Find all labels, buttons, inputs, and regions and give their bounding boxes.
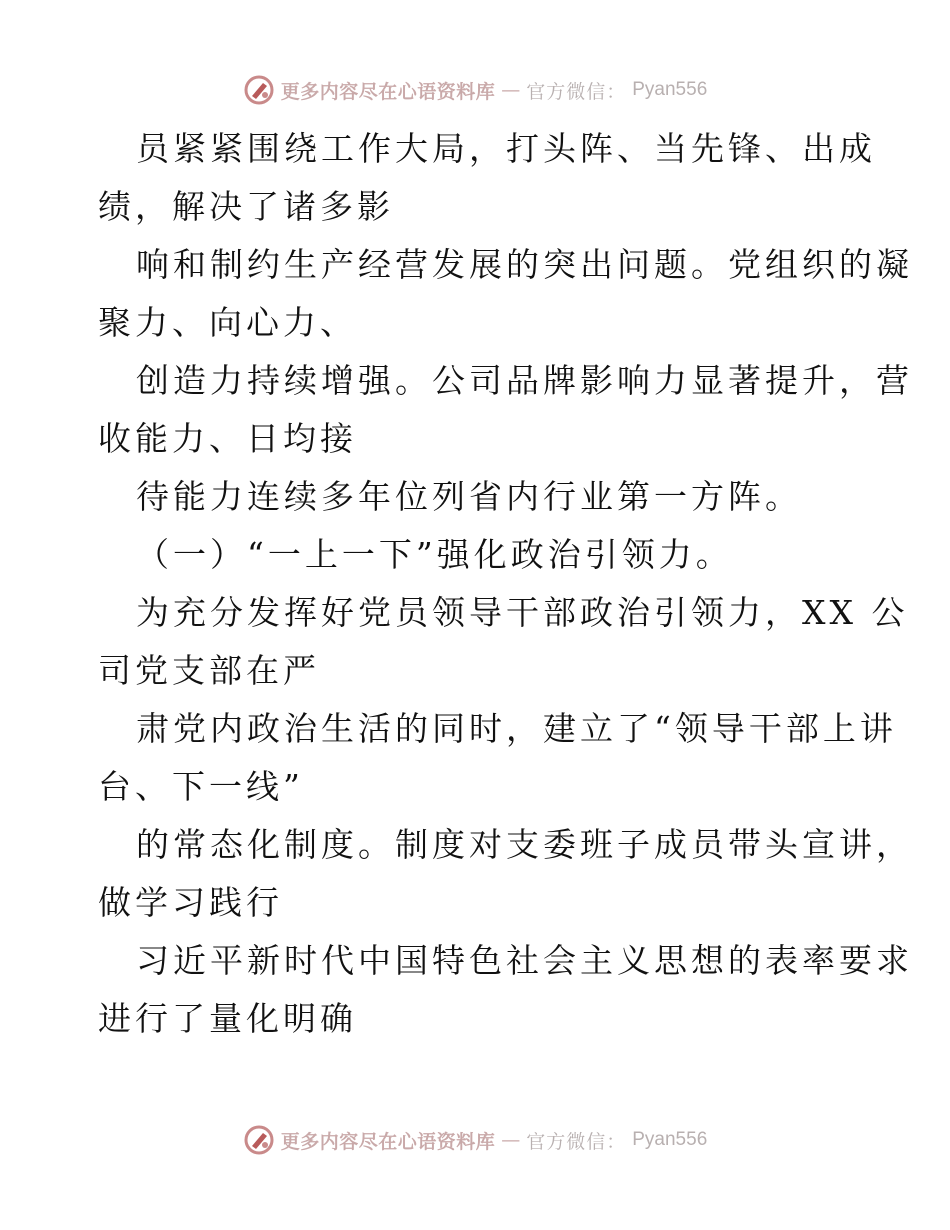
seal-logo-icon [243,74,275,106]
watermark-account: Pyan556 [632,79,708,100]
watermark-separator: — [501,79,521,101]
seal-logo-icon [243,1124,275,1156]
watermark-title: 更多内容尽在心语资料库 [280,1130,496,1153]
document-body [98,120,913,1048]
body-line: 创造力持续增强。公司品牌影响力显著提升，营 [136,361,913,400]
watermark-account: Pyan556 [632,1129,708,1150]
body-line: 的常态化制度。制度对支委班子成员带头宣讲， [136,825,913,864]
body-line: 响和制约生产经营发展的突出问题。党组织的凝 [136,245,913,284]
body-line: 习近平新时代中国特色社会主义思想的表率要求 [136,941,913,980]
body-line: 绩，解决了诸多影 [98,187,394,226]
body-line: 收能力、日均接 [98,419,357,458]
body-line: 为充分发挥好党员领导干部政治引领力，XX 公 [136,593,909,632]
body-line: 台、下一线” [98,767,304,806]
watermark-subtitle: 官方微信： [526,80,627,103]
body-line: 聚力、向心力、 [98,303,357,342]
body-line: 司党支部在严 [98,651,320,690]
watermark-subtitle: 官方微信： [526,1130,627,1153]
section-heading: （一）“一上一下”强化政治引领力。 [136,535,733,574]
body-line: 待能力连续多年位列省内行业第一方阵。 [136,477,802,516]
body-line: 做学习践行 [98,883,283,922]
watermark-separator: — [501,1129,521,1151]
watermark-title: 更多内容尽在心语资料库 [280,80,496,103]
body-line: 进行了量化明确 [98,999,357,1038]
header-watermark [0,70,950,110]
footer-watermark [0,1120,950,1160]
body-line: 肃党内政治生活的同时，建立了“领导干部上讲 [136,709,897,748]
body-line: 员紧紧围绕工作大局，打头阵、当先锋、出成 [136,129,876,168]
